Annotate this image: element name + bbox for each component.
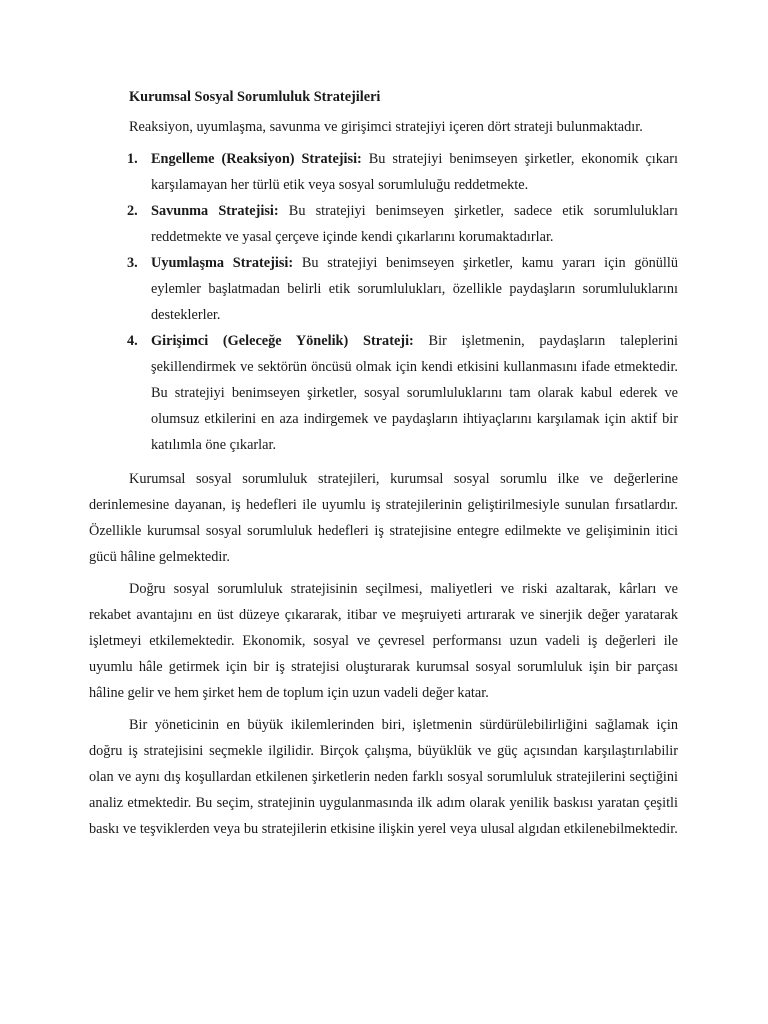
body-paragraph: Bir yöneticinin en büyük ikilemlerinden biri, işletmenin sürdürülebilirliğini sağlamak için doğru iş stratejisini seçmekle ilgilidir. Birçok çalışma, büyüklük ve güç açısından karşılaştırılabilir olan ve aynı dış koşullardan etkilenen şirketlerin neden farklı sosyal sorumluluk stratejilerini seçtiğini analiz etmektedir. Bu seçim, stratejinin uygulanmasında ilk adım olarak yenilik baskısı yaratan çeşitli baskı ve teşviklerden veya bu stratejilerin etkisine ilişkin yerel veya ulusal algıdan etkilenebilmektedir.	[89, 717, 678, 837]
intro-paragraph: Reaksiyon, uyumlaşma, savunma ve girişimci stratejiyi içeren dört strateji bulunmaktadır.	[129, 119, 643, 135]
strategy-number: 3.	[127, 255, 138, 271]
document-body	[89, 84, 678, 848]
strategy-term: Girişimci (Geleceğe Yönelik) Strateji:	[151, 333, 414, 349]
strategy-item	[89, 328, 678, 458]
strategy-text: Bir işletmenin, paydaşların taleplerini şekillendirmek ve sektörün öncüsü olmak için kendi etkisini kullanmasını ifade etmektedir. Bu stratejiyi benimseyen şirketler, sosyal sorumluluklarını tam olarak kabul ederek ve olumsuz etkilerini en aza indirgemek ve paydaşların ihtiyaçlarını karşılamak için aktif bir katılımla öne çıkarlar.	[151, 333, 678, 453]
strategy-number: 1.	[127, 151, 138, 167]
strategy-number: 2.	[127, 203, 138, 219]
strategy-item	[89, 250, 678, 328]
strategy-term: Engelleme (Reaksiyon) Stratejisi:	[151, 151, 362, 167]
strategy-term: Savunma Stratejisi:	[151, 203, 279, 219]
strategy-text: Bu stratejiyi benimseyen şirketler, sadece etik sorumlulukları reddetmekte ve yasal çerçeve içinde kendi çıkarlarını korumaktadırlar.	[151, 203, 678, 245]
strategy-number: 4.	[127, 333, 138, 349]
document-title: Kurumsal Sosyal Sorumluluk Stratejileri	[129, 89, 381, 105]
strategy-text: Bu stratejiyi benimseyen şirketler, kamu yararı için gönüllü eylemler başlatmadan belirli etik sorumlulukları, özellikle paydaşların sorumluluklarını desteklerler.	[151, 255, 679, 323]
body-paragraph: Doğru sosyal sorumluluk stratejisinin seçilmesi, maliyetleri ve riski azaltarak, kârları ve rekabet avantajını en üst düzeye çıkararak, itibar ve meşruiyeti artırarak ve sinerjik değer yaratarak işletmeyi etkilemektedir. Ekonomik, sosyal ve çevresel performansı uzun vadeli iş değerleri ile uyumlu hâle getirmek için bir iş stratejisi oluşturarak kurumsal sosyal sorumluluk işin bir parçası hâline gelir ve hem şirket hem de toplum için uzun vadeli değer katar.	[89, 581, 678, 701]
strategy-term: Uyumlaşma Stratejisi:	[151, 255, 294, 271]
strategy-text: Bu stratejiyi benimseyen şirketler, ekonomik çıkarı karşılamayan her türlü etik veya sosyal sorumluluğu reddetmekte.	[151, 151, 679, 193]
strategy-item	[89, 198, 678, 250]
strategy-list	[89, 146, 678, 458]
strategy-item	[89, 146, 678, 198]
body-paragraph: Kurumsal sosyal sorumluluk stratejileri, kurumsal sosyal sorumlu ilke ve değerlerine derinlemesine dayanan, iş hedefleri ile uyumlu iş stratejilerinin geliştirilmesiyle sunulan fırsatlardır. Özellikle kurumsal sosyal sorumluluk hedefleri iş stratejisine entegre edilmekte ve gelişiminin itici gücü hâline gelmektedir.	[89, 471, 678, 565]
